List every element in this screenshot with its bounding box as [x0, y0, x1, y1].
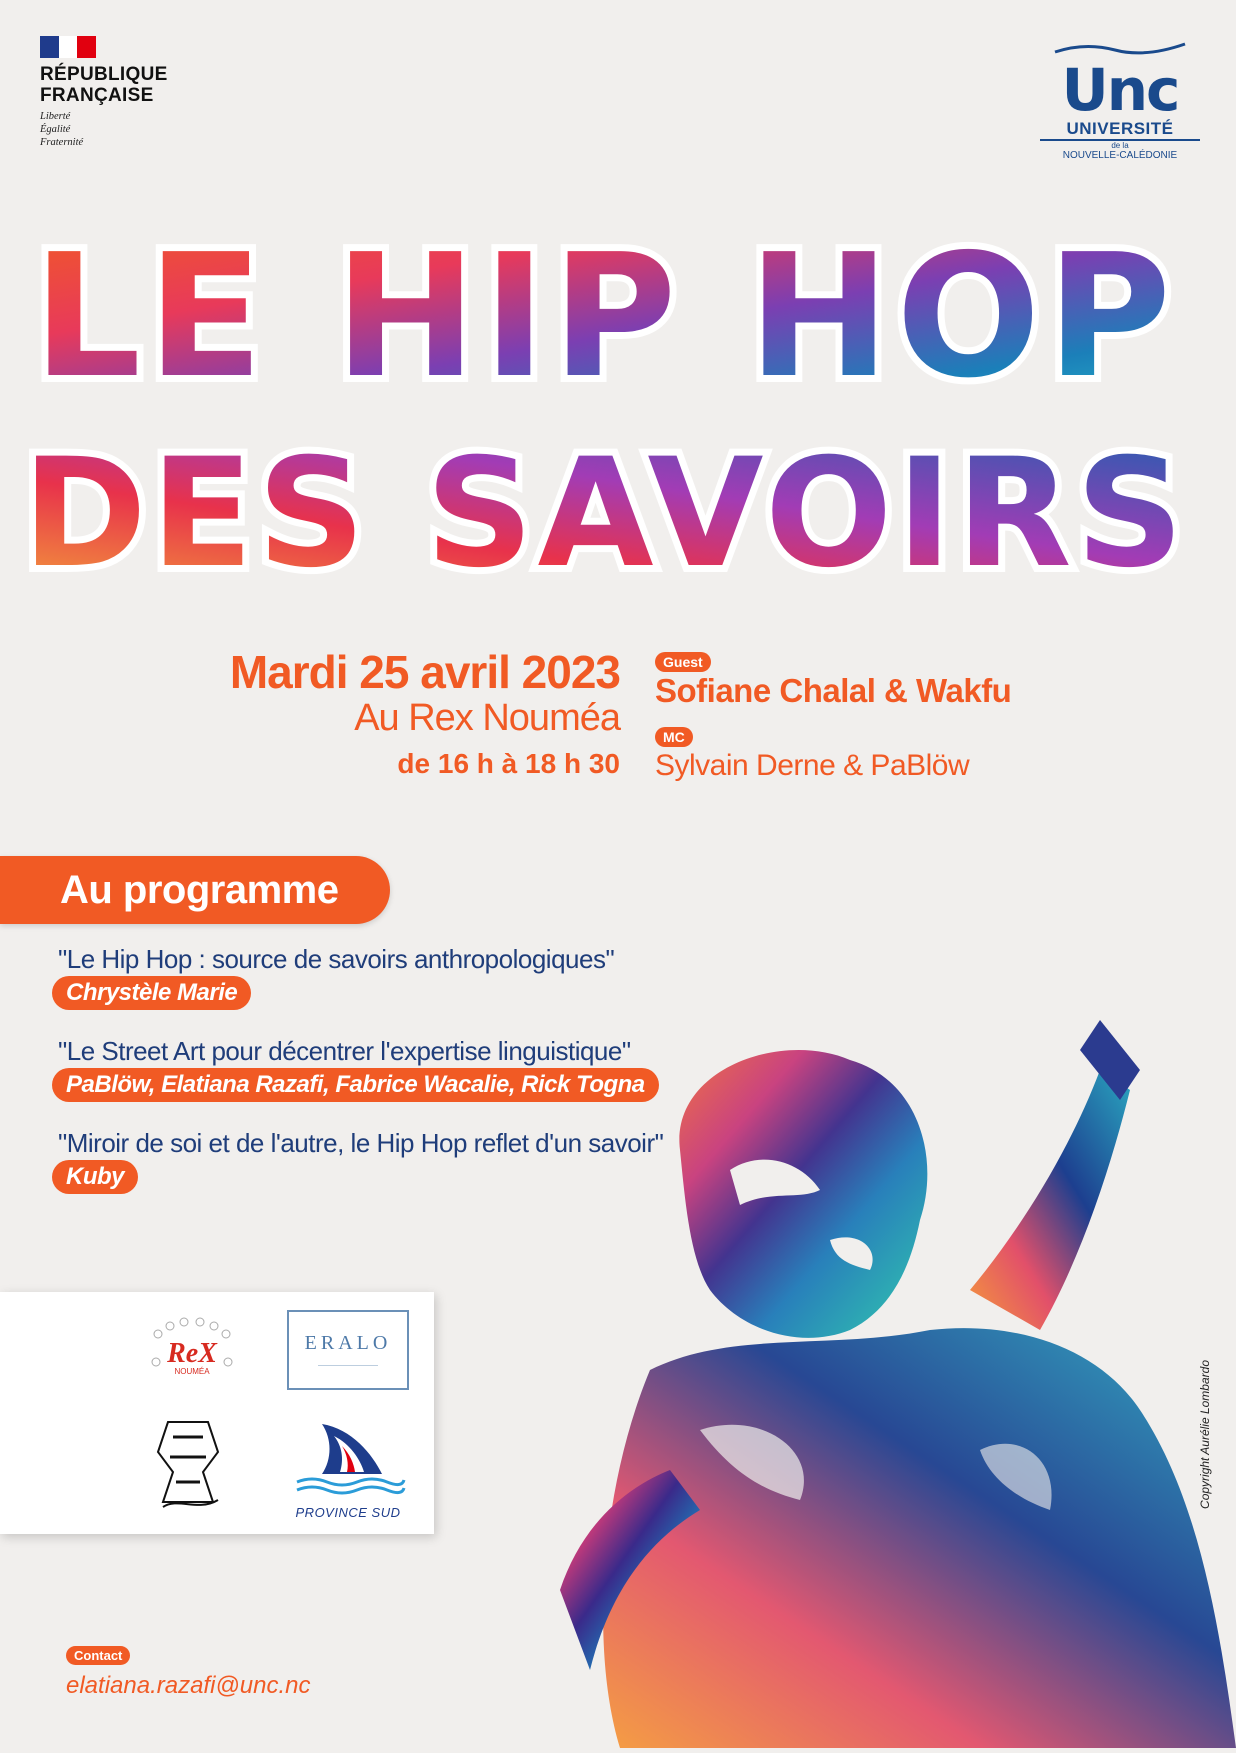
- guest-name: Sofiane Chalal & Wakfu: [655, 672, 1012, 709]
- talk-speaker: PaBlöw, Elatiana Razafi, Fabrice Wacalie, Rick Togna: [52, 1068, 659, 1102]
- rf-name: [40, 64, 200, 106]
- unc-nouvelle-caledonie: NOUVELLE-CALÉDONIE: [1062, 150, 1178, 161]
- talk-title: "Le Street Art pour décentrer l'expertise linguistique": [58, 1036, 631, 1066]
- mc-badge: MC: [655, 727, 693, 747]
- talk-speaker: Kuby: [52, 1160, 138, 1194]
- event-time: de 16 h à 18 h 30: [397, 748, 620, 779]
- province-sud-icon: [292, 1414, 404, 1504]
- unc-mark: Unc: [1061, 56, 1179, 124]
- unc-universite: UNIVERSITÉ: [1040, 119, 1200, 141]
- talk-title: "Le Hip Hop : source de savoirs anthropologiques": [58, 944, 615, 974]
- event-venue: Au Rex Nouméa: [354, 697, 620, 739]
- rf-name-line1: RÉPUBLIQUE: [40, 64, 168, 85]
- rf-motto: [40, 110, 200, 149]
- event-title: [22, 195, 1188, 615]
- eralo-logo-text: ERALO: [304, 1332, 392, 1354]
- contact-email-link[interactable]: elatiana.razafi@unc.nc: [66, 1672, 311, 1699]
- partners-box: [0, 1292, 434, 1534]
- title-line2: DES SAVOIRS: [22, 427, 1188, 601]
- contact-badge: Contact: [66, 1646, 130, 1665]
- unc-logo: [1040, 40, 1200, 160]
- rex-logo-subtext: NOUMÉA: [174, 1367, 210, 1376]
- title-line1: LE HIP HOP: [32, 218, 1178, 416]
- eralo-logo-rule: ——————————: [318, 1363, 378, 1369]
- graffiti-logo-icon: [148, 1412, 228, 1512]
- guest-badge: Guest: [655, 652, 711, 672]
- event-date: Mardi 25 avril 2023: [229, 646, 620, 698]
- hip-hop-crew-logo: [148, 1412, 228, 1512]
- unc-wave-icon: [1045, 40, 1195, 56]
- unc-de-la: de la: [1111, 141, 1129, 150]
- republique-francaise-logo: [40, 36, 200, 156]
- rex-noumea-logo: [146, 1316, 238, 1398]
- talk-speaker: Chrystèle Marie: [52, 976, 251, 1010]
- rf-motto-1: Liberté: [40, 111, 71, 122]
- rf-motto-3: Fraternité: [40, 137, 84, 148]
- french-flag-icon: [40, 36, 96, 58]
- province-sud-logo: [292, 1414, 404, 1522]
- rex-logo-text: ReX: [167, 1338, 217, 1369]
- title-graffiti: [22, 195, 1188, 615]
- talk-title: "Miroir de soi et de l'autre, le Hip Hop reflet d'un savoir": [58, 1128, 664, 1158]
- rex-logo-icon: [146, 1316, 238, 1398]
- rf-name-line2: FRANÇAISE: [40, 85, 154, 106]
- programme-heading: Au programme: [0, 856, 390, 924]
- rf-motto-2: Égalité: [40, 124, 71, 135]
- mc-name: Sylvain Derne & PaBlöw: [655, 749, 970, 782]
- copyright-credit: Copyright Aurélie Lombardo: [1198, 1360, 1212, 1509]
- eralo-logo: [287, 1310, 409, 1390]
- province-sud-text: PROVINCE SUD: [295, 1505, 401, 1520]
